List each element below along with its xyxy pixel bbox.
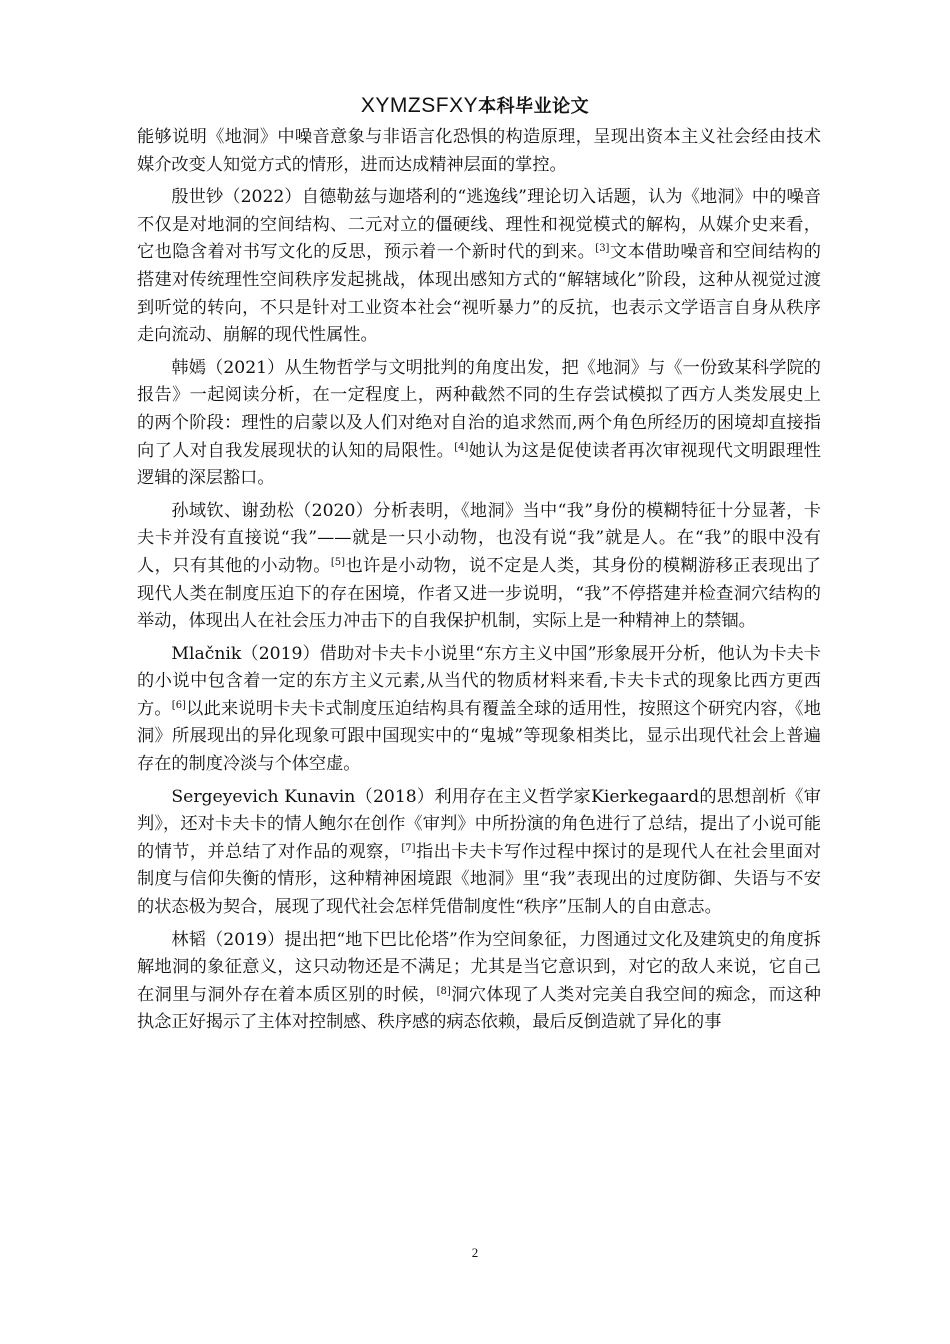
paragraph-yin-shichao [137, 184, 821, 350]
paragraph-text: 林韬（2019）提出把“地下巴比伦塔”作为空间象征，力图通过文化及建筑史的角度拆解地洞的象征意义，这只动物还是不满足；尤其是当它意识到，对它的敌人来说，它自己在洞里与洞外存在着本质区别的时候， [137, 929, 821, 1005]
paragraph-text: 指出卡夫卡写作过程中探讨的是现代人在社会里面对制度与信仰失衡的情形，这种精神困境跟《地洞》里“我”表现出的过度防御、失语与不安的状态极为契合，展现了现代社会怎样凭借制度性“秩序”压制人的自由意志。 [137, 841, 821, 918]
paragraph-text: 她认为这是促使读者再次审视现代文明跟理性逻辑的深层豁口。 [137, 440, 821, 489]
citation-ref: [4] [454, 441, 469, 453]
paragraph-lin-tao [137, 927, 821, 1037]
paragraph-text: 以此来说明卡夫卡式制度压迫结构具有覆盖全球的适用性，按照这个研究内容，《地洞》所展现出的异化现象可跟中国现实中的“鬼城”等现象相类比，显示出现代社会上普遍存在的制度冷淡与个体空虚。 [137, 698, 821, 775]
page-number: 2 [471, 1245, 479, 1260]
citation-ref: [6] [171, 699, 186, 711]
body-text [137, 124, 821, 1042]
paragraph-kunavin [137, 784, 821, 922]
header-thesis-title: 本科毕业论文 [478, 96, 590, 117]
paragraph-text: 孙域钦、谢劲松（2020）分析表明，《地洞》当中“我”身份的模糊特征十分显著，卡夫卡并没有直接说“我”——就是一只小动物，也没有说“我”就是人。在“我”的眼中没有人，只有其他的小动物。 [137, 500, 821, 576]
page-header [0, 92, 950, 120]
citation-ref: [3] [595, 243, 610, 255]
paragraph-sun-yuqin [137, 498, 821, 636]
header-school-code: XYMZSFXY [360, 94, 479, 117]
paragraph-text: 也许是小动物，说不定是人类，其身份的模糊游移正表现出了现代人类在制度压迫下的存在困境，作者又进一步说明，“我”不停搭建并检查洞穴结构的举动，体现出人在社会压力冲击下的自我保护机制，实际上是一种精神上的禁锢。 [137, 555, 821, 632]
citation-ref: [7] [401, 842, 416, 854]
paragraph-mlacnik [137, 641, 821, 779]
paragraph-text: 韩嫣（2021）从生物哲学与文明批判的角度出发，把《地洞》与《一份致某科学院的报告》一起阅读分析，在一定程度上，两种截然不同的生存尝试模拟了西方人类发展史上的两个阶段：理性的启蒙以及人们对绝对自治的追求然而,两个角色所经历的困境却直接指向了人对自我发展现状的认知的局限性。 [137, 357, 821, 461]
paragraph-continued [137, 124, 821, 179]
paragraph-text: 能够说明《地洞》中噪音意象与非语言化恐惧的构造原理，呈现出资本主义社会经由技术媒介改变人知觉方式的情形，进而达成精神层面的掌控。 [137, 127, 821, 175]
citation-ref: [8] [436, 985, 451, 997]
paragraph-text: 殷世钞（2022）自德勒兹与迦塔利的“逃逸线”理论切入话题，认为《地洞》中的噪音不仅是对地洞的空间结构、二元对立的僵硬线、理性和视觉模式的解构，从媒介史来看，它也隐含着对书写文化的反思，预示着一个新时代的到来。 [137, 187, 821, 263]
paragraph-han-yan [137, 355, 821, 493]
paragraph-text: 洞穴体现了人类对完美自我空间的痴念，而这种执念正好揭示了主体对控制感、秩序感的病态依赖，最后反倒造就了异化的事 [137, 984, 821, 1033]
paragraph-text: Sergeyevich Kunavin（2018）利用存在主义哲学家Kierkegaard的思想剖析《审判》，还对卡夫卡的情人鲍尔在创作《审判》中所扮演的角色进行了总结，提出了小说可能的情节，并总结了对作品的观察， [137, 786, 821, 862]
paragraph-text: 文本借助噪音和空间结构的搭建对传统理性空间秩序发起挑战，体现出感知方式的“解辖域化”阶段，这种从视觉过渡到听觉的转向，不只是针对工业资本社会“视听暴力”的反抗，也表示文学语言自身从秩序走向流动、崩解的现代性属性。 [137, 242, 821, 346]
paragraph-text: Mlačnik（2019）借助对卡夫卡小说里“东方主义中国”形象展开分析，他认为卡夫卡的小说中包含着一定的东方主义元素,从当代的物质材料来看,卡夫卡式的现象比西方更西方。 [137, 643, 821, 719]
citation-ref: [5] [330, 556, 346, 568]
